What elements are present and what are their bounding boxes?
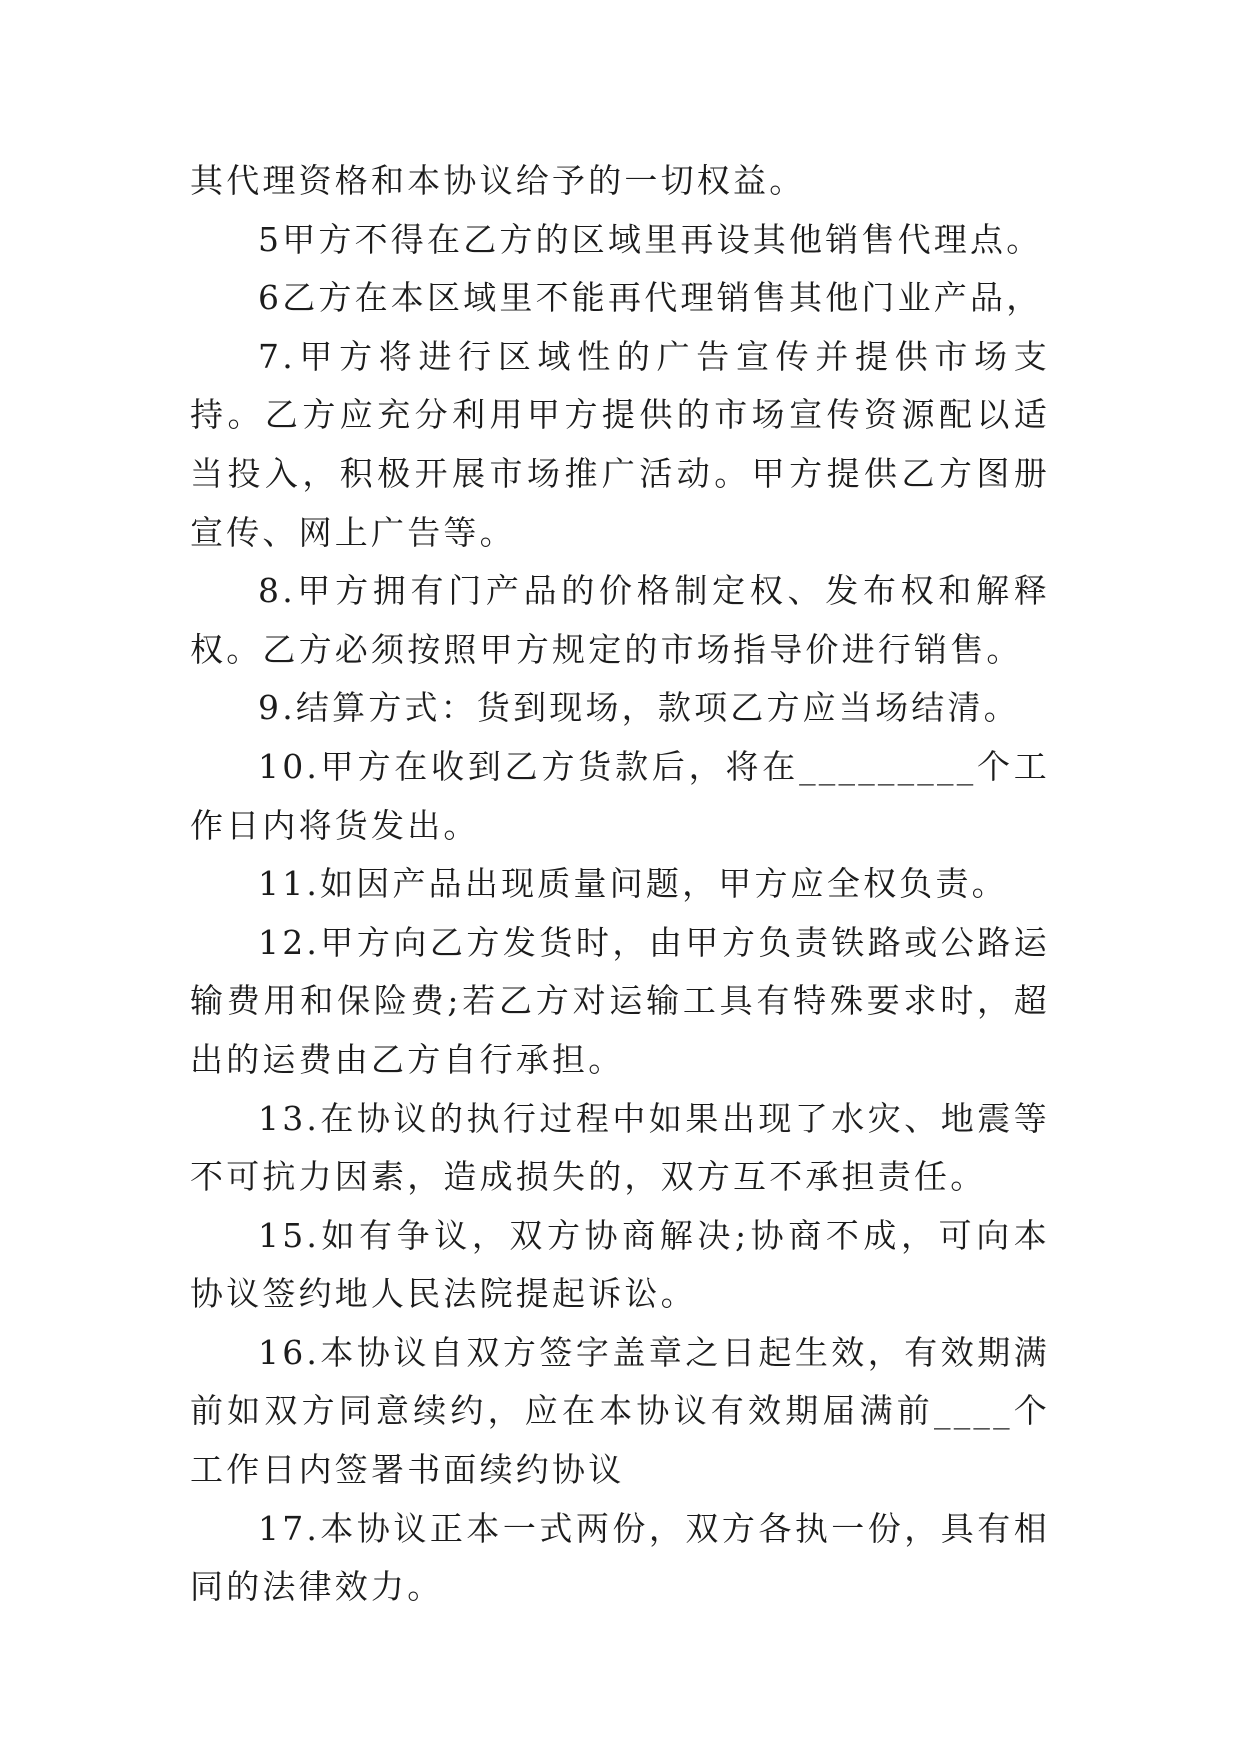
clause-12: 12.甲方向乙方发货时，由甲方负责铁路或公路运输费用和保险费;若乙方对运输工具有特殊要求时，超出的运费由乙方自行承担。 [190, 922, 1050, 1079]
clause-5: 5甲方不得在乙方的区域里再设其他销售代理点。 [258, 219, 1043, 259]
clause-6: 6乙方在本区域里不能再代理销售其他门业产品， [258, 278, 1043, 318]
clause-10: 10.甲方在收到乙方货款后，将在_________个工作日内将货发出。 [190, 746, 1050, 845]
clause-13: 13.在协议的执行过程中如果出现了水灾、地震等不可抗力因素，造成损失的，双方互不承担责任。 [190, 1098, 1050, 1197]
clause-7: 7.甲方将进行区域性的广告宣传并提供市场支持。乙方应充分利用甲方提供的市场宣传资源配以适当投入，积极开展市场推广活动。甲方提供乙方图册宣传、网上广告等。 [190, 336, 1050, 552]
clause-15: 15.如有争议，双方协商解决;协商不成，可向本协议签约地人民法院提起诉讼。 [190, 1215, 1050, 1314]
clause-9: 9.结算方式：货到现场，款项乙方应当场结清。 [258, 688, 1020, 728]
clause-11: 11.如因产品出现质量问题，甲方应全权负责。 [258, 864, 1008, 904]
clause-8: 8.甲方拥有门产品的价格制定权、发布权和解释权。乙方必须按照甲方规定的市场指导价进行销售。 [190, 571, 1050, 669]
clause-17: 17.本协议正本一式两份，双方各执一份，具有相同的法律效力。 [190, 1508, 1050, 1607]
paragraph-continuation: 其代理资格和本协议给予的一切权益。 [190, 161, 806, 200]
clause-16: 16.本协议自双方签字盖章之日起生效，有效期满前如双方同意续约，应在本协议有效期届满前____个工作日内签署书面续约协议 [190, 1332, 1050, 1490]
document-body [190, 152, 1050, 1617]
